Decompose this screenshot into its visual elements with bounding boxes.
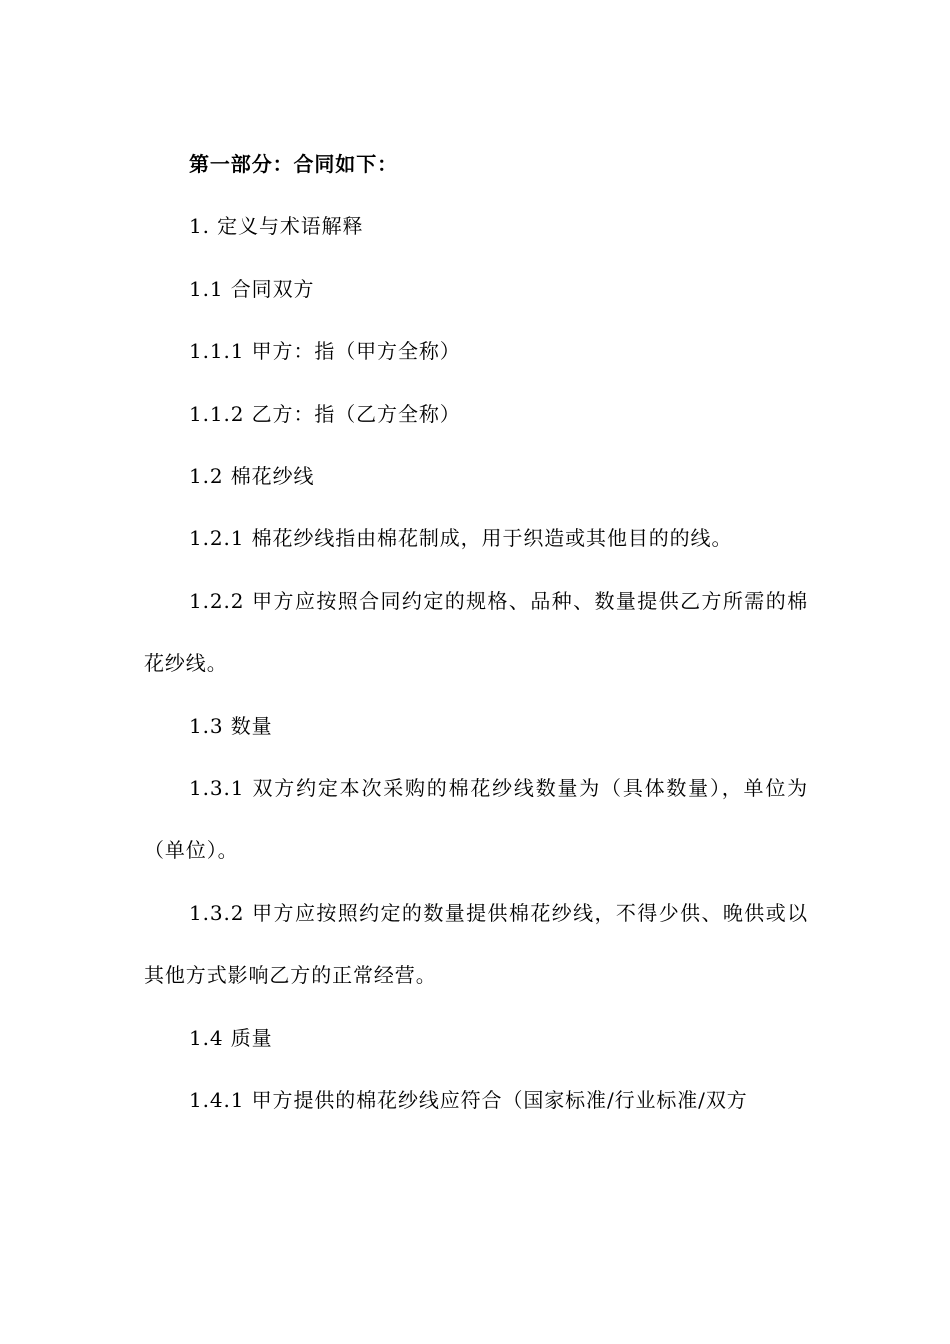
clause-1-2-2: 1.2.2 甲方应按照合同约定的规格、品种、数量提供乙方所需的棉花纱线。 (144, 588, 808, 676)
clause-1-3: 1.3 数量 (189, 713, 273, 738)
clause-1-3-1: 1.3.1 双方约定本次采购的棉花纱线数量为（具体数量），单位为（单位）。 (144, 776, 808, 863)
document-body (144, 133, 808, 1132)
clause-1-1-1: 1.1.1 甲方：指（甲方全称） (189, 339, 461, 364)
clause-1-3-2: 1.3.2 甲方应按照约定的数量提供棉花纱线，不得少供、晚供或以其他方式影响乙方的正常经营。 (144, 900, 808, 988)
section-heading: 第一部分：合同如下： (189, 152, 398, 176)
clause-1-1-2: 1.1.2 乙方：指（乙方全称） (189, 401, 461, 426)
clause-1-2-1: 1.2.1 棉花纱线指由棉花制成，用于织造或其他目的的线。 (189, 526, 733, 551)
clause-1: 1. 定义与术语解释 (189, 214, 364, 239)
clause-1-4-1: 1.4.1 甲方提供的棉花纱线应符合（国家标准/行业标准/双方 (189, 1088, 748, 1113)
clause-1-2: 1.2 棉花纱线 (189, 464, 315, 489)
clause-1-4: 1.4 质量 (189, 1025, 273, 1050)
clause-1-1: 1.1 合同双方 (189, 276, 315, 301)
